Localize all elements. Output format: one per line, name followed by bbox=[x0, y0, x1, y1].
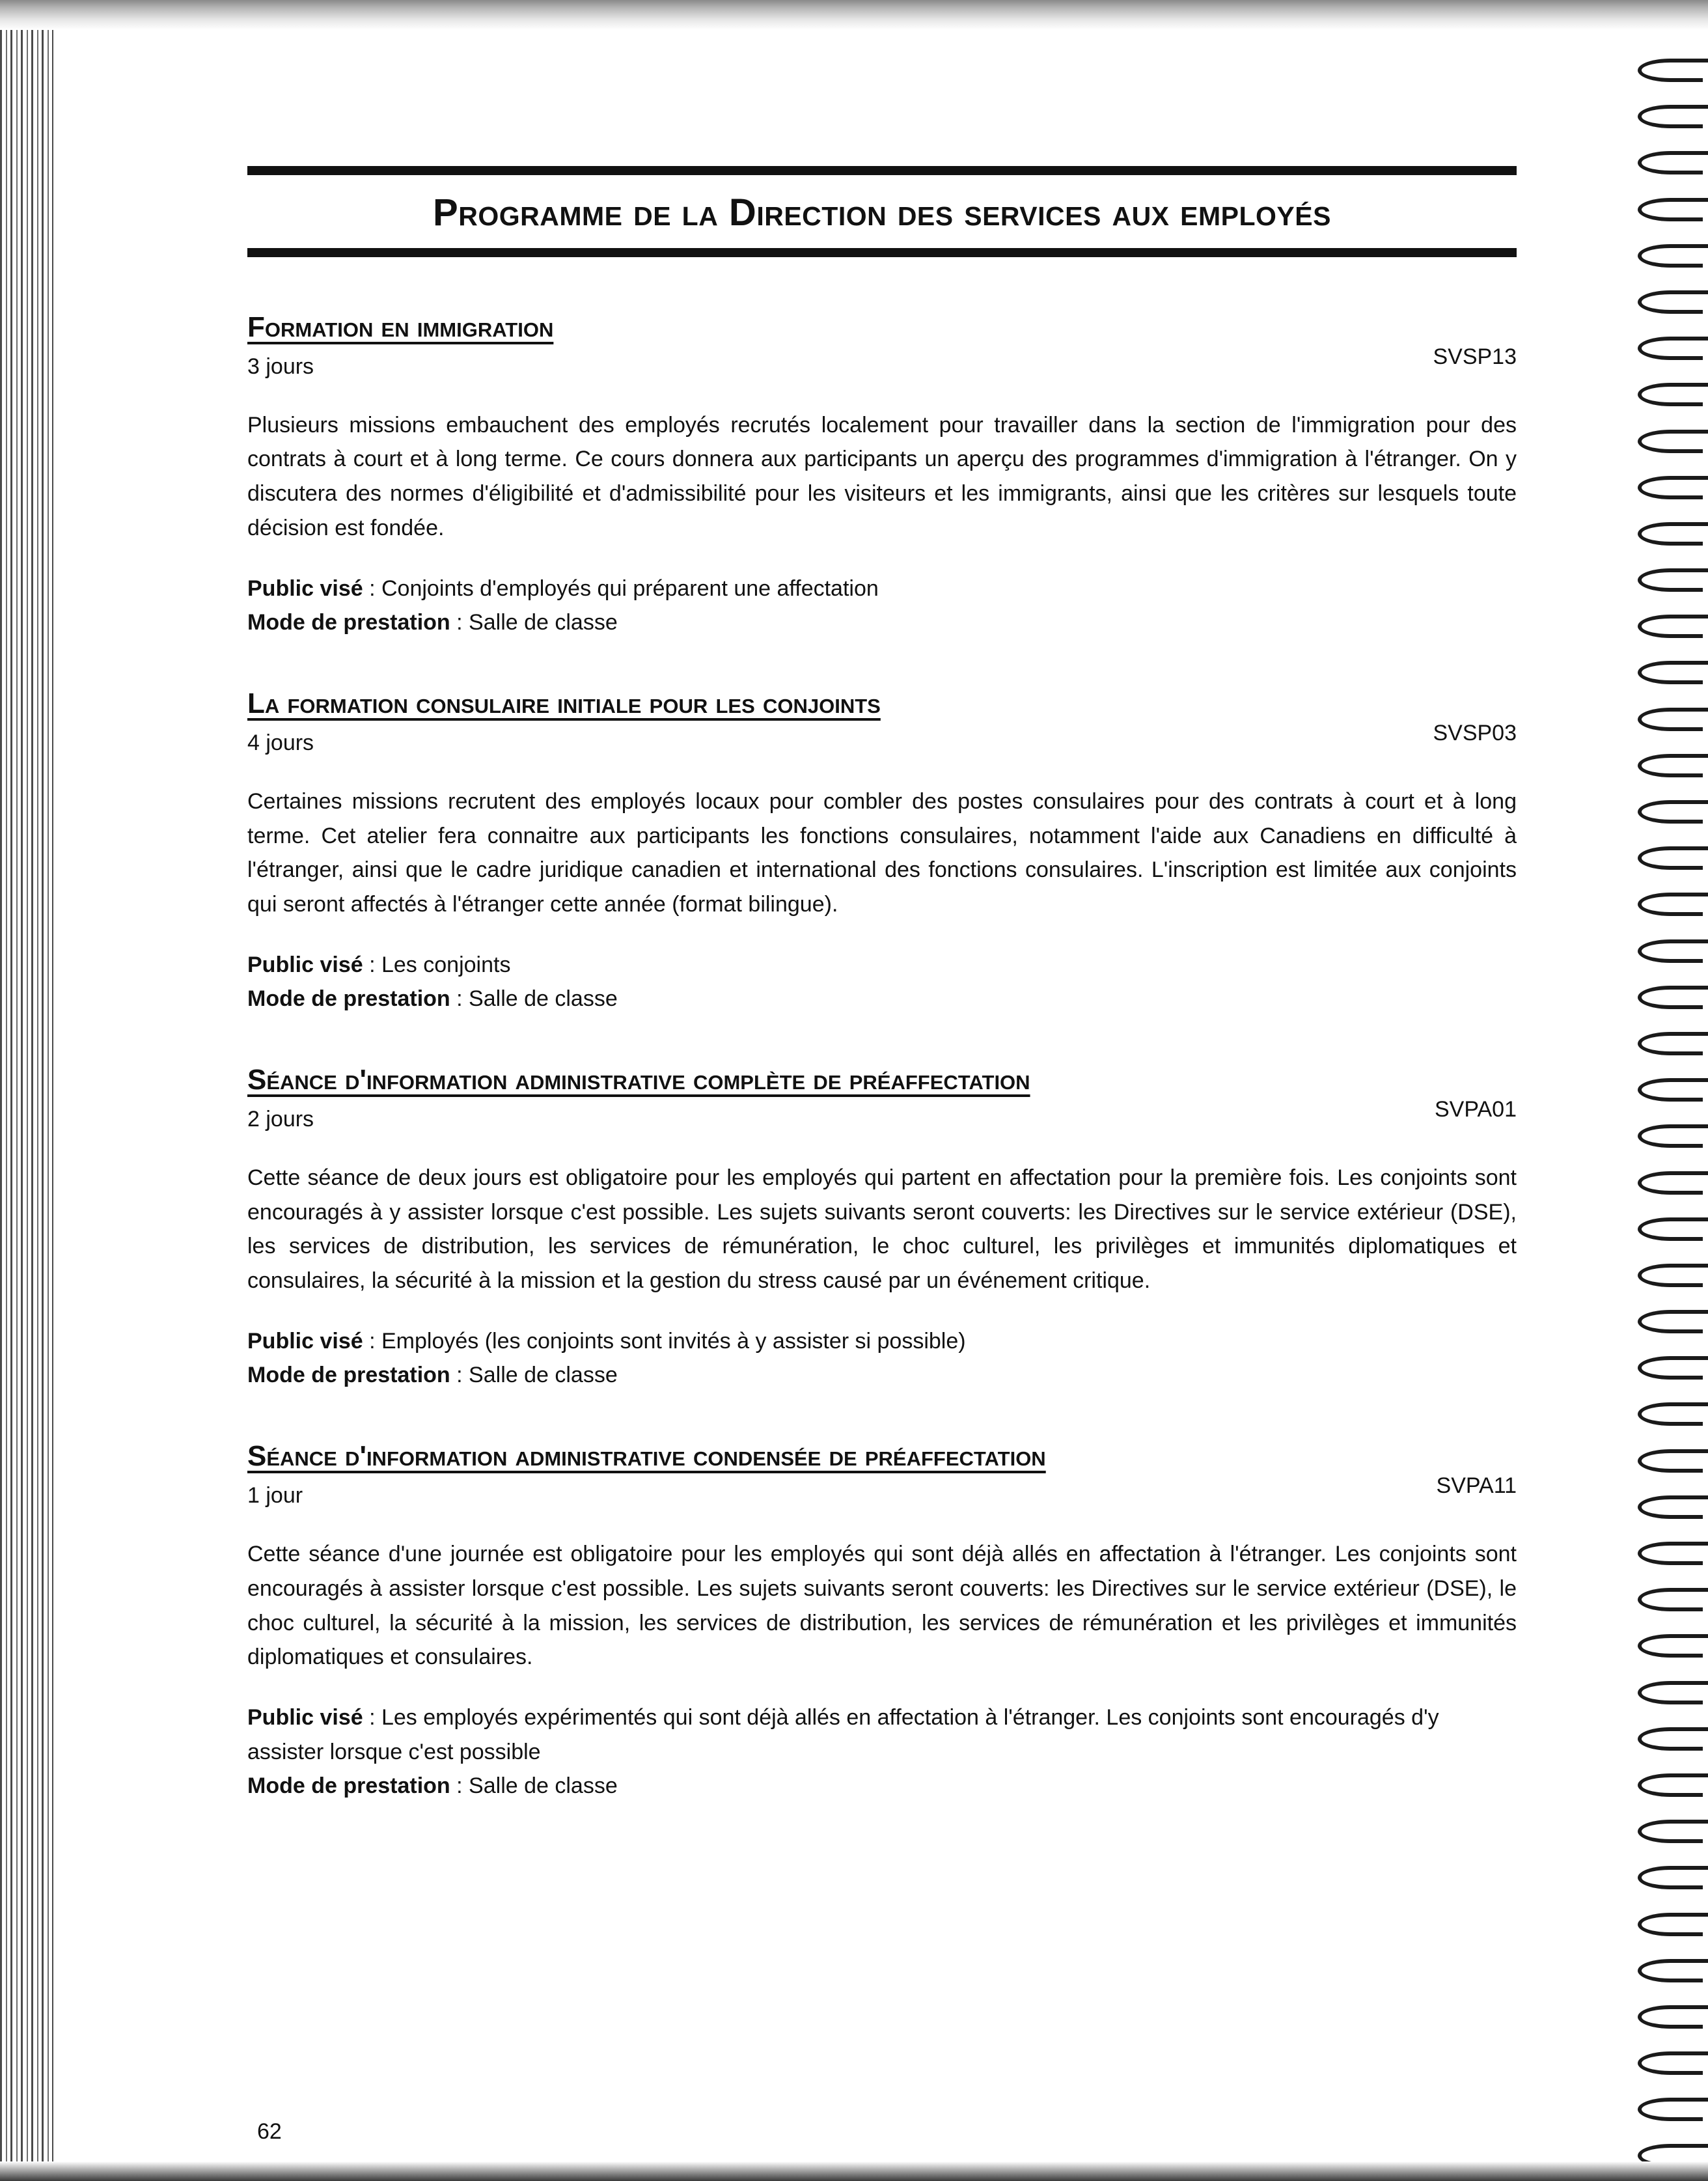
binding-coil bbox=[1638, 337, 1703, 360]
audience-label: Public visé bbox=[247, 952, 363, 977]
course-title: Séance d'information administrative complète de préaffectation bbox=[247, 1064, 1030, 1096]
binding-coil bbox=[1638, 1124, 1703, 1148]
audience-line bbox=[247, 1701, 1517, 1769]
binding-coil bbox=[1638, 1773, 1703, 1797]
course-meta bbox=[247, 1324, 1517, 1393]
binding-coil bbox=[1638, 1495, 1703, 1519]
binding-coil bbox=[1638, 1588, 1703, 1611]
label-separator: : bbox=[450, 1363, 469, 1388]
binding-coil bbox=[1638, 198, 1703, 221]
binding-coil bbox=[1638, 1820, 1703, 1843]
binding-coil bbox=[1638, 1402, 1703, 1426]
binding-coil bbox=[1638, 430, 1703, 453]
title-rule-top bbox=[247, 166, 1517, 175]
audience-value: Les conjoints bbox=[381, 952, 511, 977]
course-code: SVSP03 bbox=[1433, 720, 1517, 745]
label-separator: : bbox=[363, 576, 381, 601]
delivery-line bbox=[247, 605, 1517, 640]
audience-line bbox=[247, 948, 1517, 982]
course-section bbox=[247, 1438, 1517, 1803]
label-separator: : bbox=[363, 952, 381, 977]
binding-coil bbox=[1638, 939, 1703, 963]
delivery-value: Salle de classe bbox=[469, 1363, 618, 1388]
binding-coil bbox=[1638, 800, 1703, 824]
course-duration: 4 jours bbox=[247, 730, 314, 755]
label-separator: : bbox=[363, 1328, 381, 1354]
delivery-line bbox=[247, 982, 1517, 1016]
audience-line bbox=[247, 572, 1517, 606]
course-title: Séance d'information administrative condensée de préaffectation bbox=[247, 1440, 1046, 1473]
binding-coil bbox=[1638, 476, 1703, 499]
label-separator: : bbox=[450, 986, 469, 1012]
label-separator: : bbox=[363, 1704, 381, 1730]
binding-coil bbox=[1638, 846, 1703, 870]
scan-bottom-edge bbox=[0, 2161, 1708, 2181]
binding-coil bbox=[1638, 568, 1703, 592]
delivery-label: Mode de prestation bbox=[247, 1363, 450, 1388]
binding-coil bbox=[1638, 893, 1703, 916]
audience-label: Public visé bbox=[247, 1328, 363, 1354]
binding-coil bbox=[1638, 1217, 1703, 1241]
audience-value: Les employés expérimentés qui sont déjà allés en affectation à l'étranger. Les conjoints sont encouragés d'y assister lorsque c'est possible bbox=[247, 1704, 1439, 1764]
binding-coil bbox=[1638, 290, 1703, 314]
binding-coil bbox=[1638, 151, 1703, 174]
binding-coil bbox=[1638, 1542, 1703, 1565]
binding-coil bbox=[1638, 1449, 1703, 1473]
course-list bbox=[247, 309, 1517, 1803]
audience-line bbox=[247, 1324, 1517, 1359]
binding-coil bbox=[1638, 1959, 1703, 1982]
delivery-label: Mode de prestation bbox=[247, 986, 450, 1012]
binding-coil bbox=[1638, 1078, 1703, 1102]
binding-coil bbox=[1638, 2098, 1703, 2121]
binding-coil bbox=[1638, 1727, 1703, 1751]
course-description: Plusieurs missions embauchent des employés recrutés localement pour travailler dans la section de l'immigration pour des contrats à court et à long terme. Ce cours donnera aux participants un aperçu des programmes d'immigration à l'étranger. On y discutera des normes d'éligibilité et d'admissibilité pour les visiteurs et les immigrants, ainsi que les critères sur lesquels toute décision est fondée. bbox=[247, 412, 1517, 540]
course-section bbox=[247, 309, 1517, 640]
course-duration: 1 jour bbox=[247, 1483, 303, 1508]
course-title: La formation consulaire initiale pour les conjoints bbox=[247, 687, 881, 719]
course-title: Formation en immigration bbox=[247, 311, 554, 343]
course-duration: 3 jours bbox=[247, 354, 314, 379]
delivery-value: Salle de classe bbox=[469, 986, 618, 1012]
delivery-line bbox=[247, 1769, 1517, 1803]
binding-coil bbox=[1638, 59, 1703, 82]
course-section bbox=[247, 686, 1517, 1016]
course-description: Cette séance d'une journée est obligatoire pour les employés qui sont déjà allés en affectation à l'étranger. Les conjoints sont encouragés à assister lorsque c'est possible. Les sujets suivants seront couverts: les Directives sur le service extérieur (DSE), le choc culturel, la sécurité à la mission, les services de distribution, les services de rémunération et les privilèges et immunités diplomatiques et consulaires. bbox=[247, 1542, 1517, 1670]
binding-coil bbox=[1638, 986, 1703, 1009]
binding-coil bbox=[1638, 1866, 1703, 1889]
binding-coil bbox=[1638, 754, 1703, 777]
label-separator: : bbox=[450, 1773, 469, 1799]
course-description: Certaines missions recrutent des employés locaux pour combler des postes consulaires pour des contrats à court et à long terme. Cet atelier fera connaitre aux participants les fonctions consulaires, notamment l'aide aux Canadiens en difficulté à l'étranger, ainsi que le cadre juridique canadien et international des fonctions consulaires. L'inscription est limitée aux conjoints qui seront affectés à l'étranger cette année (format bilingue). bbox=[247, 788, 1517, 917]
binding-coil bbox=[1638, 708, 1703, 731]
course-code: SVPA11 bbox=[1436, 1473, 1517, 1499]
course-description: Cette séance de deux jours est obligatoire pour les employés qui partent en affectation pour la première fois. Les conjoints sont encouragés à y assister lorsque c'est possible. Les sujets suivants seront couverts: les Directives sur le service extérieur (DSE), les services de distribution, les services de rémunération, le choc culturel, les privilèges et immunités diplomatiques et consulaires, la sécurité à la mission et la gestion du stress causé par un événement critique. bbox=[247, 1165, 1517, 1294]
binding-coil bbox=[1638, 1171, 1703, 1195]
course-code: SVSP13 bbox=[1433, 344, 1517, 369]
page-content bbox=[247, 166, 1517, 1803]
delivery-line bbox=[247, 1358, 1517, 1393]
binding-coil bbox=[1638, 1264, 1703, 1287]
scan-left-binding-edge bbox=[0, 30, 53, 2181]
binding-coil bbox=[1638, 661, 1703, 684]
course-duration: 2 jours bbox=[247, 1107, 314, 1132]
binding-coil bbox=[1638, 383, 1703, 406]
binding-coil bbox=[1638, 1310, 1703, 1333]
audience-label: Public visé bbox=[247, 1704, 363, 1730]
title-rule-bottom bbox=[247, 248, 1517, 257]
binding-coil bbox=[1638, 244, 1703, 268]
binding-coil bbox=[1638, 615, 1703, 638]
course-meta bbox=[247, 1701, 1517, 1803]
delivery-label: Mode de prestation bbox=[247, 610, 450, 635]
binding-coil bbox=[1638, 1681, 1703, 1704]
course-meta bbox=[247, 572, 1517, 640]
binding-coil bbox=[1638, 1032, 1703, 1055]
course-meta bbox=[247, 948, 1517, 1016]
page-title: Programme de la Direction des services aux employés bbox=[433, 191, 1331, 234]
binding-coil bbox=[1638, 522, 1703, 546]
binding-coil bbox=[1638, 2051, 1703, 2075]
page-number: 62 bbox=[257, 2119, 282, 2144]
delivery-label: Mode de prestation bbox=[247, 1773, 450, 1799]
scan-top-edge bbox=[0, 0, 1708, 30]
course-section bbox=[247, 1062, 1517, 1393]
audience-value: Conjoints d'employés qui préparent une affectation bbox=[381, 576, 879, 601]
binding-coil bbox=[1638, 1356, 1703, 1380]
delivery-value: Salle de classe bbox=[469, 610, 618, 635]
audience-label: Public visé bbox=[247, 576, 363, 601]
binding-coil bbox=[1638, 1913, 1703, 1936]
audience-value: Employés (les conjoints sont invités à y assister si possible) bbox=[381, 1328, 966, 1354]
spiral-binding bbox=[1623, 59, 1708, 2168]
delivery-value: Salle de classe bbox=[469, 1773, 618, 1799]
binding-coil bbox=[1638, 105, 1703, 128]
binding-coil bbox=[1638, 1634, 1703, 1658]
binding-coil bbox=[1638, 2005, 1703, 2029]
course-code: SVPA01 bbox=[1434, 1097, 1517, 1122]
label-separator: : bbox=[450, 610, 469, 635]
